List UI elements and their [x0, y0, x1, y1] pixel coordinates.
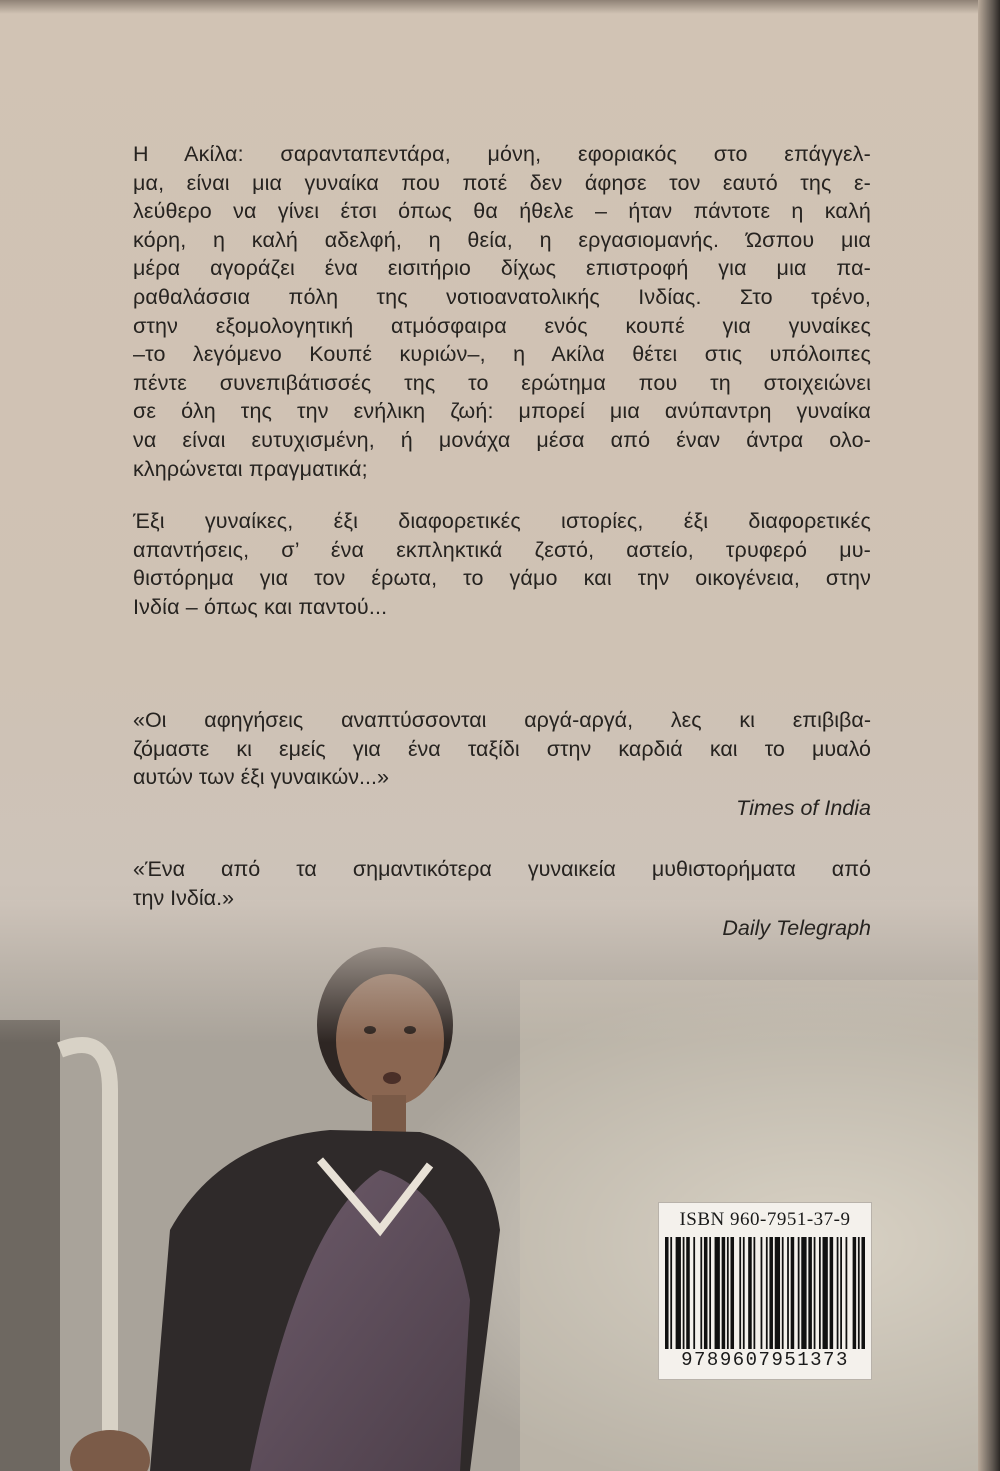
barcode-bar — [693, 1237, 695, 1349]
spine-edge — [978, 0, 1000, 1471]
barcode-bar — [665, 1237, 669, 1349]
quote-source: Times of India — [736, 795, 871, 820]
barcode-bar — [727, 1237, 729, 1349]
barcode-bar — [814, 1237, 816, 1349]
barcode-bar — [743, 1237, 745, 1349]
barcode-bar — [801, 1237, 806, 1349]
barcode-bar — [798, 1237, 800, 1349]
barcode — [665, 1237, 865, 1349]
blurb-paragraph-1 — [133, 140, 871, 483]
barcode-bar — [787, 1237, 789, 1349]
barcode-bar — [722, 1237, 726, 1349]
review-daily-telegraph — [133, 855, 871, 943]
barcode-bar — [670, 1237, 672, 1349]
text-line: λεύθερο να γίνει έτσι όπως θα ήθελε – ήταν πάντοτε η καλή — [133, 199, 871, 224]
barcode-bar — [808, 1237, 812, 1349]
text-line: σε όλη της την ενήλικη ζωή: μπορεί μια ανύπαντρη γυναίκα — [133, 399, 871, 424]
quote-line: ζόμαστε κι εμείς για ένα ταξίδι στην καρδιά και το μυαλό — [133, 736, 871, 761]
barcode-bar — [715, 1237, 720, 1349]
quote-line: αυτών των έξι γυναικών...» — [133, 765, 389, 790]
barcode-bar — [846, 1237, 848, 1349]
barcode-bar — [683, 1237, 685, 1349]
barcode-bar — [769, 1237, 773, 1349]
blurb — [133, 140, 871, 646]
isbn-label: ISBN 960-7951-37-9 — [679, 1209, 851, 1230]
text-line: Έξι γυναίκες, έξι διαφορετικές ιστορίες, έξι διαφορετικές — [133, 509, 871, 534]
barcode-bar — [837, 1237, 839, 1349]
quote-line: την Ινδία.» — [133, 885, 235, 910]
barcode-bar — [830, 1237, 834, 1349]
text-line: –το λεγόμενο Κουπέ κυριών–, η Ακίλα θέτει στις υπόλοιπες — [133, 342, 871, 367]
barcode-bar — [782, 1237, 784, 1349]
text-line: να είναι ευτυχισμένη, ή μονάχα μέσα από έναν άντρα ολο- — [133, 427, 871, 452]
barcode-bar — [775, 1237, 780, 1349]
barcode-bar — [739, 1237, 741, 1349]
text-line: στην εξομολογητική ατμόσφαιρα ενός κουπέ για γυναίκες — [133, 313, 871, 338]
text-line: απαντήσεις, σ’ ένα εκπληκτικά ζεστό, αστείο, τρυφερό μυ- — [133, 537, 871, 562]
barcode-bar — [753, 1237, 755, 1349]
barcode-bar — [761, 1237, 763, 1349]
barcode-bar — [823, 1237, 828, 1349]
barcode-bar — [686, 1237, 690, 1349]
barcode-bar — [748, 1237, 752, 1349]
barcode-bar — [766, 1237, 768, 1349]
barcode-bar — [840, 1237, 842, 1349]
text-line: κόρη, η καλή αδελφή, η θεία, η εργασιομανής. Ώσπου μια — [133, 227, 871, 252]
text-line: κληρώνεται πραγματικά; — [133, 456, 368, 481]
text-line: Η Ακίλα: σαρανταπεντάρα, μόνη, εφοριακός στο επάγγελ- — [133, 142, 871, 166]
text-line: θιστόρημα για τον έρωτα, το γάμο και την οικογένεια, στην — [133, 566, 871, 591]
isbn-barcode-box — [658, 1202, 872, 1380]
blurb-paragraph-2 — [133, 507, 871, 621]
top-edge-shadow — [0, 0, 1000, 14]
review-times-of-india — [133, 706, 871, 822]
quote-line: «Οι αφηγήσεις αναπτύσσονται αργά-αργά, λες κι επιβιβα- — [133, 708, 871, 732]
barcode-bar — [700, 1237, 702, 1349]
isbn-digits: 9789607951373 — [681, 1349, 849, 1371]
barcode-bar — [858, 1237, 860, 1349]
text-line: Ινδία – όπως και παντού... — [133, 594, 388, 619]
quote-line: «Ένα από τα σημαντικότερα γυναικεία μυθιστορήματα από — [133, 857, 871, 881]
text-line: μέρα αγοράζει ένα εισιτήριο δίχως επιστροφή για μια πα- — [133, 256, 871, 281]
barcode-bar — [791, 1237, 795, 1349]
barcode-bar — [676, 1237, 681, 1349]
text-line: μα, είναι μια γυναίκα που ποτέ δεν άφησε τον εαυτό της ε- — [133, 170, 871, 195]
cover-photo — [0, 900, 1000, 1471]
barcode-bar — [704, 1237, 708, 1349]
barcode-bar — [853, 1237, 857, 1349]
barcode-bar — [709, 1237, 711, 1349]
barcode-bar — [819, 1237, 821, 1349]
barcode-bar — [730, 1237, 734, 1349]
quote-source: Daily Telegraph — [722, 916, 871, 941]
barcode-bar — [861, 1237, 865, 1349]
text-line: πέντε συνεπιβάτισσές της το ερώτημα που τη στοιχειώνει — [133, 370, 871, 395]
text-line: ραθαλάσσια πόλη της νοτιοανατολικής Ινδίας. Στο τρένο, — [133, 284, 871, 309]
